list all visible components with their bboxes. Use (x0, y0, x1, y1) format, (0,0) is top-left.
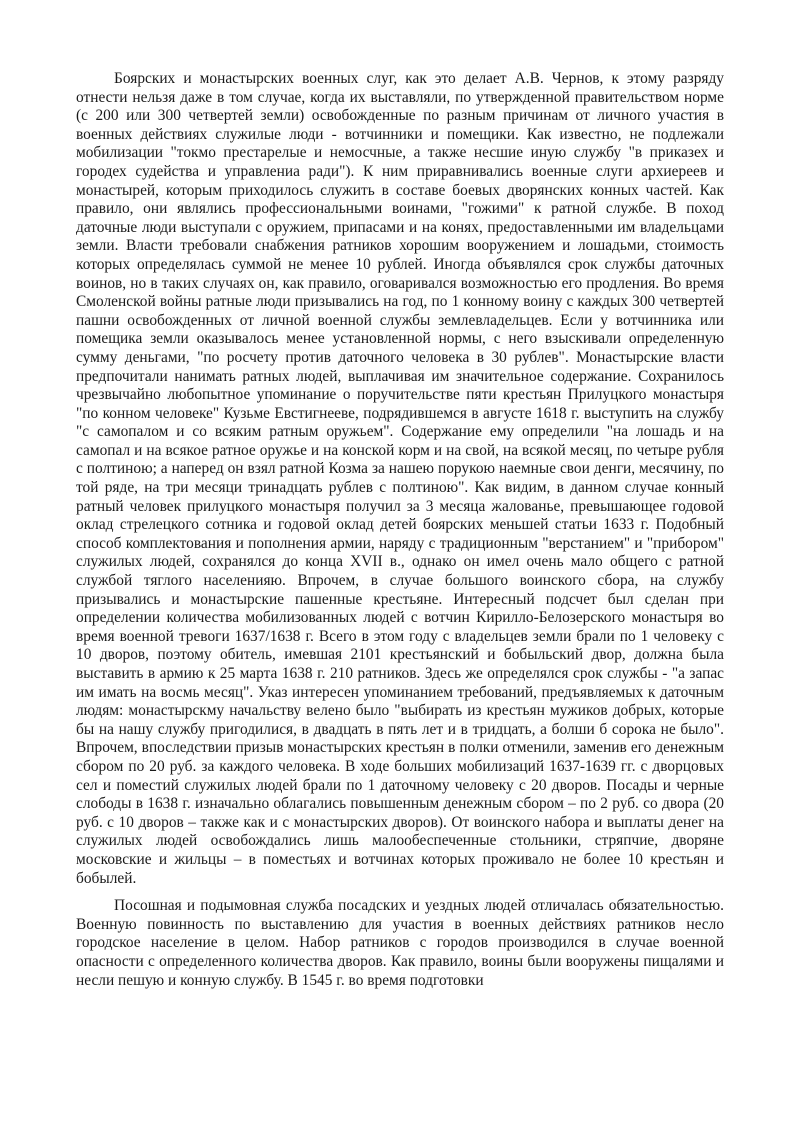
paragraph-military-servants: Боярских и монастырских военных слуг, как это делает А.В. Чернов, к этому разряду отнести нельзя даже в том случае, когда их выставляли, по утвержденной правительством норме (с 200 или 300 четвертей земли) освобожденные по разным причинам от личного участия в военных действиях служилые люди - вотчинники и помещики. Как известно, не подлежали мобилизации "токмо престарелые и немосчные, а также несшие иную службу "в приказех и городех судейства и управлениа ради"). К ним приравнивались военные слуги архиереев и монастырей, которым приходилось служить в составе боевых дворянских конных частей. Как правило, они являлись профессиональными воинами, "гожими" к ратной службе. В поход даточные люди выступали с оружием, припасами и на конях, предоставленными им владельцами земли. Власти требовали снабжения ратников хорошим вооружением и лошадьми, стоимость которых определялась суммой не менее 10 рублей. Иногда объявлялся срок службы даточных воинов, но в таких случаях он, как правило, оговаривался возможностью его продления. Во время Смоленской войны ратные люди призывались на год, по 1 конному воину с каждых 300 четвертей пашни освобожденных от личной военной службы землевладельцев. Если у вотчинника или помещика земли оказывалось менее установленной нормы, с него взыскивали определенную сумму деньгами, "по росчету против даточного человека в 30 рублев". Монастырские власти предпочитали нанимать ратных людей, выплачивая им значительное содержание. Сохранилось чрезвычайно любопытное упоминание о поручительстве пяти крестьян Прилуцкого монастыря "по конном человеке" Кузьме Евстигнееве, подрядившемся в августе 1618 г. выступить на службу "с самопалом и со всяким ратным оружьем". Содержание ему определили "на лошадь и на самопал и на всякое ратное оружье и на конской корм и на свой, на всякой месяц, по четыре рубля с полтиною; а наперед он взял ратной Козма за нашею порукою наемные свои денги, месячину, по той ряде, на три месяци тринадцать рублев с полтиною". Как видим, в данном случае конный ратный человек прилуцкого монастыря получил за 3 месяца жалованье, превышающее годовой оклад стрелецкого сотника и годовой оклад детей боярских меньшей статьи 1633 г. Подобный способ комплектования и пополнения армии, наряду с традиционным "верстанием" и "прибором" служилых людей, сохранялся до конца XVII в., однако он имел очень мало общего с ратной службой тяглого населенияю. Впрочем, в случае большого воинского сбора, на службу призывались и монастырские пашенные крестьяне. Интересный подсчет был сделан при определении количества мобилизованных людей с вотчин Кирилло-Белозерского монастыря во время военной тревоги 1637/1638 г. Всего в этом году с владельцев земли брали по 1 человеку с 10 дворов, поэтому обитель, имевшая 2101 крестьянский и бобыльский двор, должна была выставить в армию к 25 марта 1638 г. 210 ратников. Здесь же определялся срок службы - "а запас им имать на восмь месяц". Указ интересен упоминанием требований, предъявляемых к даточным людям: монастырскму начальству велено было "выбирать из крестьян мужиков добрых, которые бы на нашу службу пригодилися, в двадцать в пять лет и в тридцать, а болши б сорока не было". Впрочем, впоследствии призыв монастырских крестьян в полки отменили, заменив его денежным сбором по 20 руб. за каждого человека. В ходе больших мобилизаций 1637-1639 гг. с дворцовых сел и поместий служилых людей брали по 1 даточному человеку с 20 дворов. Посады и черные слободы в 1638 г. изначально облагались повышенным денежным сбором – по 2 руб. со двора (20 руб. с 10 дворов – также как и с монастырских дворов). От воинского набора и выплаты денег на служилых людей освобождались лишь малообеспеченные стольники, стряпчие, дворяне московские и жильцы – в поместьях и вотчинах которых проживало не более 10 крестьян и бобылей. (76, 70, 724, 887)
paragraph-posad-service: Посошная и подымовная служба посадских и уездных людей отличалась обязательностью. Военную повинность по выставлению для участия в военных действиях ратников несло городское население в целом. Набор ратников с городов производился в случае военной опасности с определенного количества дворов. Как правило, воины были вооружены пищалями и несли пешую и конную службу. В 1545 г. во время подготовки (76, 897, 724, 989)
document-page (76, 70, 724, 990)
